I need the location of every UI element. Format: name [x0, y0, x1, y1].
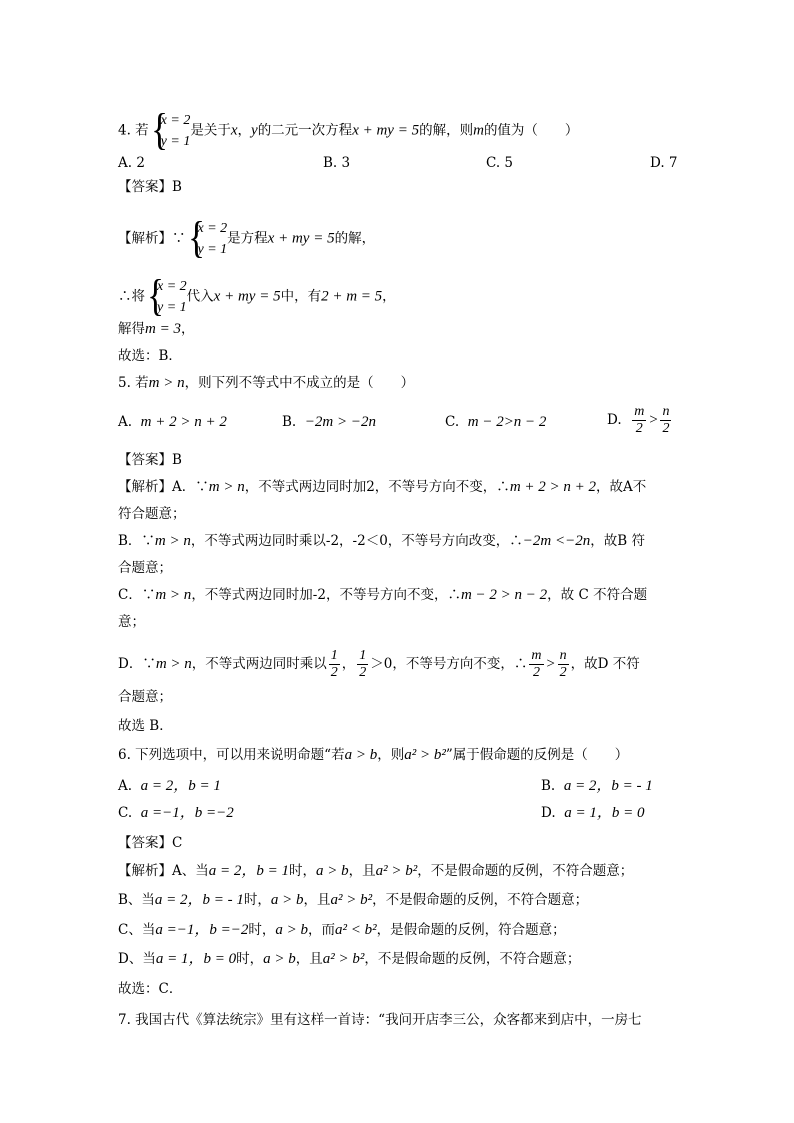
q6-sol-b-ab: a > b [270, 892, 304, 908]
q4-comma: ， [237, 122, 252, 139]
q5-stem-equation: m > n [148, 375, 185, 391]
q6-sol-b-text-2: 时， [243, 892, 271, 908]
q4-sol1-text-a: 【解析】∵ [118, 230, 186, 247]
q4-sol1-equation: x + my = 5 [267, 230, 335, 247]
q6-solution-d [118, 950, 580, 968]
q5-opt-a-value: m + 2 > n + 2 [140, 414, 227, 430]
q6-opt-c-label: C. [118, 805, 133, 821]
q5-solution-final: 故选 B． [118, 718, 173, 734]
q4-sys-x: x = 2 [160, 113, 191, 128]
q6-sol-d-ab: a > b [263, 951, 296, 967]
q5-solution-c [118, 586, 647, 604]
q4-stem-text-b: 是关于 [190, 122, 231, 139]
q4-sol2-text-a: ∴将 [118, 288, 145, 305]
q5-sol-c-text-3: ，故 C 不符合题 [547, 587, 648, 603]
q4-sol1-text-b: 是方程 [227, 230, 268, 247]
q5-solution-a-cont: 符合题意； [118, 506, 186, 522]
q5-sol-c-eq: m > n [155, 587, 192, 603]
q6-stem-text-c: ”属于假命题的反例是（ ） [445, 747, 629, 763]
q5-sol-a-text-3: ，故A不 [596, 479, 647, 495]
q5-sol-c-eq-2: m − 2 > n − 2 [460, 587, 548, 603]
q6-stem [118, 746, 628, 764]
q4-sol2-text-b: 代入 [186, 288, 214, 305]
q5-solution-c-cont: 意； [118, 614, 145, 630]
q5-sol-d-half-den: 2 [330, 665, 338, 680]
q4-solution-final: 故选：B． [118, 348, 182, 364]
q4-option-b: B. 3 [323, 155, 351, 171]
q6-sol-a-text-1: 【解析】A、当 [118, 863, 209, 879]
q6-stem-ab: a > b [344, 747, 378, 763]
q7-stem: 7. 我国古代《算法统宗》里有这样一首诗：“我问开店李三公，众客都来到店中，一房七 [118, 1012, 642, 1028]
q6-opt-b-value: a = 2，b = - 1 [563, 778, 653, 794]
q5-sol-b-text-1: B．∵ [118, 533, 155, 549]
q5-stem-text-b: ，则下列不等式中不成立的是（ ） [184, 375, 415, 391]
q4-sol3-text-b: ， [180, 321, 195, 337]
q6-opt-b-label: B. [541, 778, 556, 794]
q5-opt-c-label: C. [445, 414, 460, 430]
q5-sol-b-eq-2: −2m <−2n [522, 533, 591, 549]
q5-option-a [118, 413, 227, 431]
q4-var-y: y [251, 122, 258, 139]
q6-sol-c-ab: a > b [275, 922, 308, 938]
q4-sol3-equation: m = 3 [145, 321, 181, 337]
q4-sol2-system: { x = 2 y = 1 [147, 271, 187, 320]
q5-sol-d-text-3: ， [341, 656, 356, 672]
q6-opt-d-label: D. [541, 805, 556, 821]
q4-solution-line-2 [118, 271, 396, 320]
q4-sol1-text-c: 的解， [334, 230, 376, 247]
q5-sol-d-frac-m [529, 648, 543, 681]
q5-sol-d-den-a: 2 [532, 665, 540, 680]
q5-opt-d-gt: > [648, 412, 659, 428]
q4-sol2-text-c: 中，有 [280, 288, 322, 305]
q6-opt-d-value: a = 1，b = 0 [564, 805, 645, 821]
q6-sol-b-values: a = 2，b = - 1 [154, 892, 244, 908]
q5-sol-d-text-4: ＞0，不等号方向不变，∴ [370, 656, 528, 672]
q6-solution-c [118, 921, 566, 939]
q6-solution-a [118, 862, 633, 880]
q5-solution-b [118, 532, 645, 550]
q6-sol-d-text-2: 时， [236, 951, 264, 967]
q5-sol-b-text-2: ，不等式两边同时乘以-2，-2＜0，不等号方向改变，∴ [190, 533, 523, 549]
q6-sol-d-text-3: ，且 [295, 951, 323, 967]
q5-sol-b-text-3: ，故B 符 [590, 533, 645, 549]
q6-solution-final: 故选：C． [118, 981, 183, 997]
q4-sol1-system: { x = 2 y = 1 [187, 213, 228, 262]
q5-sol-d-text-1: D．∵ [118, 656, 156, 672]
q5-answer: 【答案】B [118, 452, 182, 468]
q6-sol-a-ab: a > b [316, 863, 349, 879]
q5-sol-d-eq: m > n [155, 656, 192, 672]
q5-opt-d-frac-n [660, 404, 671, 437]
q6-stem-text-b: ，则 [377, 747, 405, 763]
q5-solution-d [118, 648, 640, 681]
q6-sol-c-text-4: ，是假命题的反例，符合题意； [376, 922, 566, 938]
q5-sol-d-m: m [531, 648, 542, 663]
q5-sol-c-text-1: C．∵ [118, 587, 156, 603]
q5-opt-a-label: A. [118, 414, 133, 430]
q4-sol2-equation-2: 2 + m = 5 [321, 288, 383, 305]
q5-sol-d-half2-den: 2 [359, 665, 367, 680]
q4-stem-text-c: 的二元一次方程 [257, 122, 353, 139]
q4-option-d: D. 7 [650, 155, 678, 171]
q6-sol-c-text-1: C、当 [118, 922, 156, 938]
q6-option-c [118, 804, 234, 822]
q4-option-a: A. 2 [118, 155, 145, 171]
q6-opt-a-value: a = 2，b = 1 [140, 778, 221, 794]
q4-sol1-sys-x: x = 2 [197, 221, 228, 236]
q6-sol-a-text-3: ，且 [348, 863, 376, 879]
q6-option-d [541, 804, 644, 822]
q5-sol-c-text-2: ，不等式两边同时加-2，不等号方向不变，∴ [191, 587, 461, 603]
q6-sol-c-text-2: 时， [248, 922, 276, 938]
q4-sol2-sys-y: y = 1 [157, 300, 187, 315]
q6-sol-b-text-3: ，且 [303, 892, 331, 908]
q4-sol1-sys-y: y = 1 [197, 242, 228, 257]
q6-option-b [541, 777, 653, 795]
q5-sol-d-half [329, 648, 340, 681]
q6-opt-c-value: a =−1，b =−2 [140, 805, 234, 821]
q6-sol-b-text-1: B、当 [118, 892, 155, 908]
q6-sol-c-text-3: ，而 [307, 922, 335, 938]
q4-sys-y: y = 1 [160, 134, 191, 149]
q4-equation: x + my = 5 [352, 122, 420, 139]
q6-opt-a-label: A. [118, 778, 133, 794]
q5-sol-d-n: n [559, 648, 567, 663]
q5-opt-c-value: m − 2>n − 2 [467, 414, 547, 430]
q4-stem [118, 105, 579, 154]
q5-stem-text-a: 5. 若 [118, 375, 149, 391]
q6-sol-a-squares: a² > b² [375, 863, 418, 879]
q4-sol2-equation: x + my = 5 [213, 288, 281, 305]
q5-sol-a-eq: m > n [208, 479, 245, 495]
q6-solution-b [118, 891, 588, 909]
q6-sol-d-squares: a² > b² [322, 951, 365, 967]
q4-var-x: x [230, 122, 238, 139]
q4-equation-system: { x = 2 y = 1 [150, 105, 191, 154]
q5-sol-d-frac-n [558, 648, 569, 681]
q5-solution-d-cont: 合题意； [118, 689, 172, 705]
q6-answer: 【答案】C [118, 835, 183, 851]
q6-sol-b-text-4: ，不是假命题的反例，不符合题意； [372, 892, 589, 908]
q5-sol-d-den-b: 2 [559, 665, 567, 680]
q5-sol-d-half2-num: 1 [359, 648, 367, 663]
q5-sol-b-eq: m > n [154, 533, 191, 549]
q5-option-c [445, 413, 546, 431]
q4-stem-text-d: 的解，则 [419, 122, 474, 139]
q6-sol-d-values: a = 1，b = 0 [155, 951, 237, 967]
q6-sol-a-text-4: ，不是假命题的反例，不符合题意； [417, 863, 634, 879]
q5-sol-a-text-2: ，不等式两边同时加2，不等号方向不变，∴ [244, 479, 510, 495]
q6-stem-squares: a² > b² [404, 747, 446, 763]
q5-sol-d-half-2 [357, 648, 368, 681]
q5-solution-a [118, 478, 646, 496]
q4-stem-text: 4. 若 [118, 122, 149, 139]
q5-solution-b-cont: 合题意； [118, 560, 172, 576]
q4-solution-line-3 [118, 320, 194, 338]
q5-sol-d-text-2: ，不等式两边同时乘以 [191, 656, 327, 672]
q4-var-m: m [473, 122, 484, 139]
q6-stem-text-a: 6. 下列选项中，可以用来说明命题“若 [118, 747, 345, 763]
q6-sol-a-text-2: 时， [289, 863, 316, 879]
q4-solution-line-1 [118, 213, 376, 262]
q5-option-d [607, 404, 673, 437]
q5-sol-a-eq-2: m + 2 > n + 2 [509, 479, 597, 495]
q5-sol-a-text-1: 【解析】A．∵ [118, 479, 209, 495]
q6-sol-a-values: a = 2，b = 1 [208, 863, 289, 879]
q5-opt-d-den-n: 2 [662, 421, 670, 436]
q6-sol-c-squares: a² < b² [334, 922, 377, 938]
q4-sol2-text-d: ， [382, 288, 396, 305]
q5-sol-d-text-5: ，故D 不符 [570, 656, 640, 672]
q5-opt-d-num-n: n [662, 404, 670, 419]
q5-opt-d-frac-m [632, 404, 646, 437]
q4-sol2-sys-x: x = 2 [157, 279, 187, 294]
q4-answer: 【答案】B [118, 179, 182, 195]
q5-opt-d-num-m: m [634, 404, 645, 419]
q5-opt-d-label: D. [607, 412, 622, 428]
q4-sol3-text-a: 解得 [118, 321, 145, 337]
q6-sol-b-squares: a² > b² [330, 892, 373, 908]
q6-sol-c-values: a =−1，b =−2 [155, 922, 249, 938]
q5-stem [118, 374, 414, 392]
q5-opt-b-value: −2m > −2n [304, 414, 377, 430]
q4-stem-text-e: 的值为（ ） [483, 122, 579, 139]
q4-option-c: C. 5 [486, 155, 514, 171]
q5-sol-d-half-num: 1 [330, 648, 338, 663]
q6-sol-d-text-1: D、当 [118, 951, 156, 967]
q5-opt-d-den-m: 2 [635, 421, 643, 436]
q5-opt-b-label: B. [282, 414, 297, 430]
q6-sol-d-text-4: ，不是假命题的反例，不符合题意； [364, 951, 581, 967]
q5-option-b [282, 413, 376, 431]
q5-sol-d-gt: > [545, 656, 556, 672]
q6-option-a [118, 777, 221, 795]
